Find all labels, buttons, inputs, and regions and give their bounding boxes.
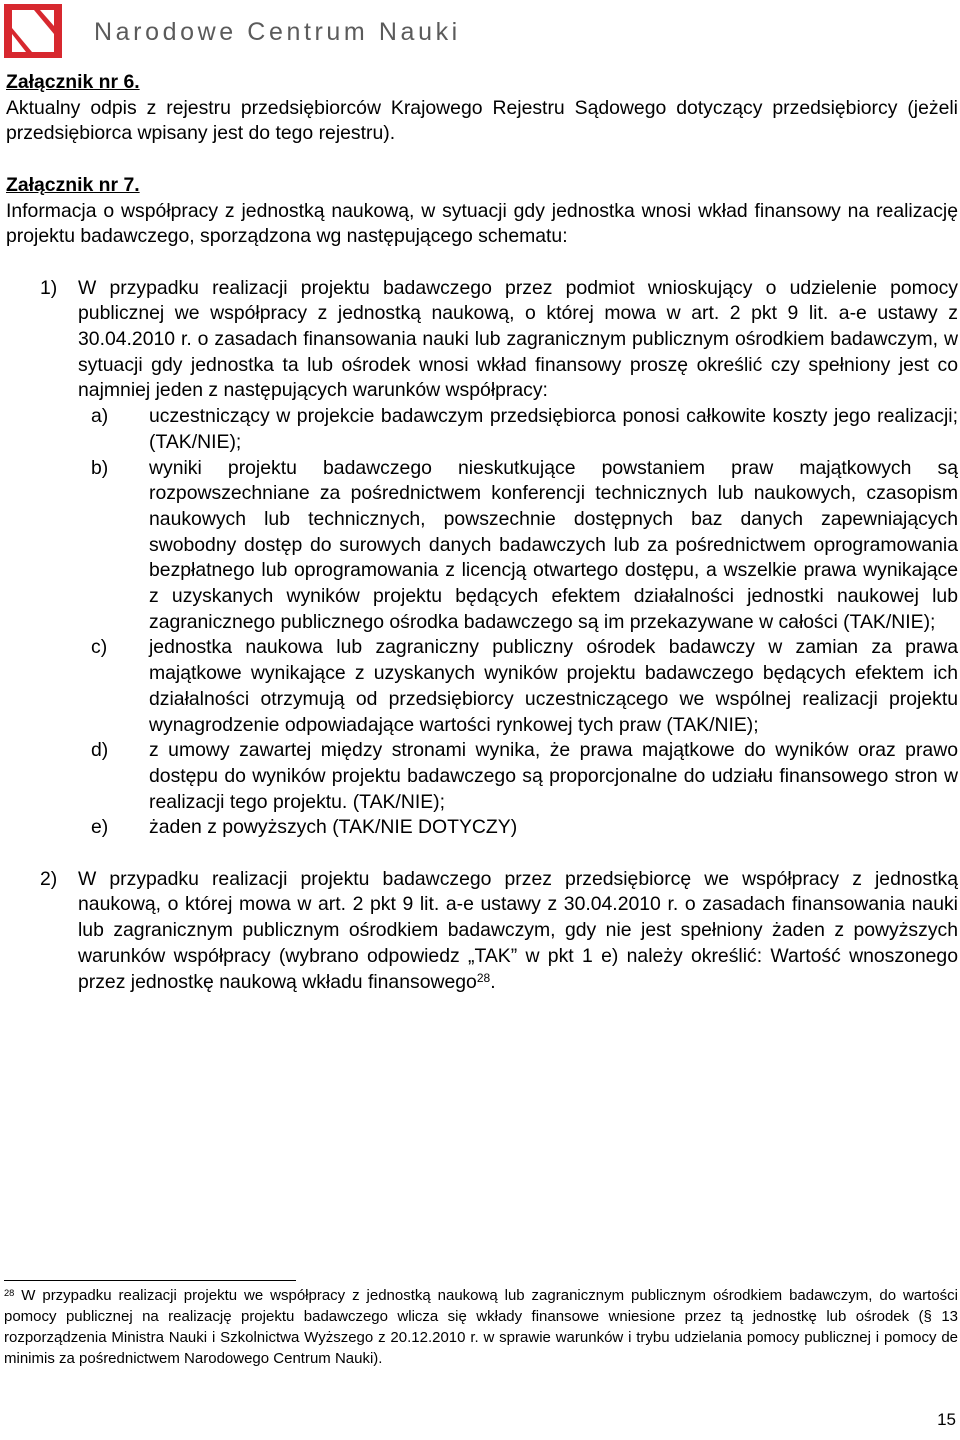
footnote-separator bbox=[4, 1280, 296, 1281]
list-item-1 bbox=[6, 276, 958, 405]
list-item-2 bbox=[6, 867, 958, 996]
sub-item-c-label: c) bbox=[91, 636, 108, 659]
org-name: Narodowe Centrum Nauki bbox=[94, 18, 461, 46]
sub-item-d bbox=[6, 738, 958, 815]
sub-item-c-text: jednostka naukowa lub zagraniczny publiczny ośrodek badawczy w zamian za prawa majątkowe wynikające z uzyskanych wyników projektu badawczego będących efektem ich działalności otrzymują od przedsiębiorcy uczestniczącego we wspólnej realizacji projektu wynagrodzenie odpowiadające wartości rynkowej tych praw (TAK/NIE); bbox=[149, 636, 958, 736]
attachment7-intro: Informacja o współpracy z jednostką naukową, w sytuacji gdy jednostka wnosi wkład finansowy na realizację projektu badawczego, sporządzona wg następującego schematu: bbox=[6, 199, 958, 248]
list-item-1-label: 1) bbox=[40, 276, 58, 299]
sub-item-e-text: żaden z powyższych (TAK/NIE DOTYCZY) bbox=[149, 816, 518, 839]
sub-item-e-label: e) bbox=[91, 816, 109, 839]
sub-item-a-label: a) bbox=[91, 405, 109, 428]
list-item-2-end: . bbox=[490, 970, 496, 993]
page-number: 15 bbox=[937, 1410, 956, 1429]
sub-item-c bbox=[6, 635, 958, 738]
sub-item-e bbox=[6, 815, 958, 841]
footnote bbox=[4, 1285, 958, 1369]
list-item-2-paragraph bbox=[78, 867, 958, 996]
footnote-reference[interactable]: 28 bbox=[476, 970, 491, 985]
sub-item-a-text: uczestniczący w projekcie badawczym przedsiębiorca ponosi całkowite koszty jego realizacji; (TAK/NIE); bbox=[149, 405, 958, 453]
attachment6-text: Aktualny odpis z rejestru przedsiębiorców Krajowego Rejestru Sądowego dotyczący przedsiębiorcy (jeżeli przedsiębiorca wpisany jest do tego rejestru). bbox=[6, 96, 958, 145]
page-header bbox=[4, 4, 564, 58]
list-item-1-text: W przypadku realizacji projektu badawczego przez podmiot wnioskujący o udzielenie pomocy publicznej we współpracy z jednostką naukową, o której mowa w art. 2 pkt 9 lit. a-e ustawy z 30.04.2010 r. o zasadach finansowania nauki lub zagranicznym publicznym ośrodkiem badawczym, w sytuacji gdy jednostka ta lub ośrodek wnosi wkład finansowy proszę określić czy spełniony jest co najmniej jeden z następujących warunków współpracy: bbox=[78, 276, 958, 402]
list-item-2-label: 2) bbox=[40, 867, 58, 890]
attachment6-title: Załącznik nr 6. bbox=[6, 71, 140, 93]
sub-item-d-label: d) bbox=[91, 739, 109, 762]
sub-item-b-label: b) bbox=[91, 456, 109, 479]
sub-item-a bbox=[6, 404, 958, 455]
ncn-logo-icon bbox=[4, 4, 62, 58]
list-item-2-text: W przypadku realizacji projektu badawczego przez przedsiębiorcę we współpracy z jednostką naukową, o której mowa w art. 2 pkt 9 lit. a-e ustawy z 30.04.2010 r. o zasadach finansowania nauki lub zagranicznym publicznym ośrodkiem badawczym, gdy nie jest spełniony żaden z powyższych warunków współpracy (wybrano odpowiedz „TAK” w pkt 1 e) należy określić: Wartość wnoszonego przez jednostkę naukową wkładu finansowego bbox=[78, 867, 958, 993]
footnote-number: 28 bbox=[4, 1288, 15, 1298]
sub-item-b-text: wyniki projektu badawczego nieskutkujące powstaniem praw majątkowych są rozpowszechniane za pośrednictwem konferencji technicznych lub naukowych, czasopism naukowych lub technicznych, powszechnie dostępnych baz danych zapewniających swobodny dostęp do surowych danych badawczych lub za pośrednictwem oprogramowania bezpłatnego lub oprogramowania z licencją otwartego dostępu, a wszelkie prawa wynikające z uzyskanych wyników projektu będących efektem działalności jednostki naukowej lub zagranicznego publicznego ośrodka badawczego są im przekazywane w całości (TAK/NIE); bbox=[149, 456, 958, 633]
attachment7-title: Załącznik nr 7. bbox=[6, 173, 140, 196]
document-body bbox=[6, 70, 958, 995]
footnote-text: W przypadku realizacji projektu we współpracy z jednostką naukową lub zagranicznym publicznym ośrodkiem badawczym, do wartości pomocy publicznej na realizację projektu badawczego wlicza się wkłady finansowe wniesione przez tą jednostkę lub ośrodek (§ 13 rozporządzenia Ministra Nauki i Szkolnictwa Wyższego z 20.12.2010 r. w sprawie warunków i trybu udzielania pomocy publicznej i pomocy de minimis za pośrednictwem Narodowego Centrum Nauki). bbox=[4, 1287, 958, 1367]
sub-item-b bbox=[6, 456, 958, 636]
sub-item-d-text: z umowy zawartej między stronami wynika, że prawa majątkowe do wyników oraz prawo dostępu do wyników projektu badawczego są proporcjonalne do udziału finansowego stron w realizacji tego projektu. (TAK/NIE); bbox=[149, 739, 958, 813]
